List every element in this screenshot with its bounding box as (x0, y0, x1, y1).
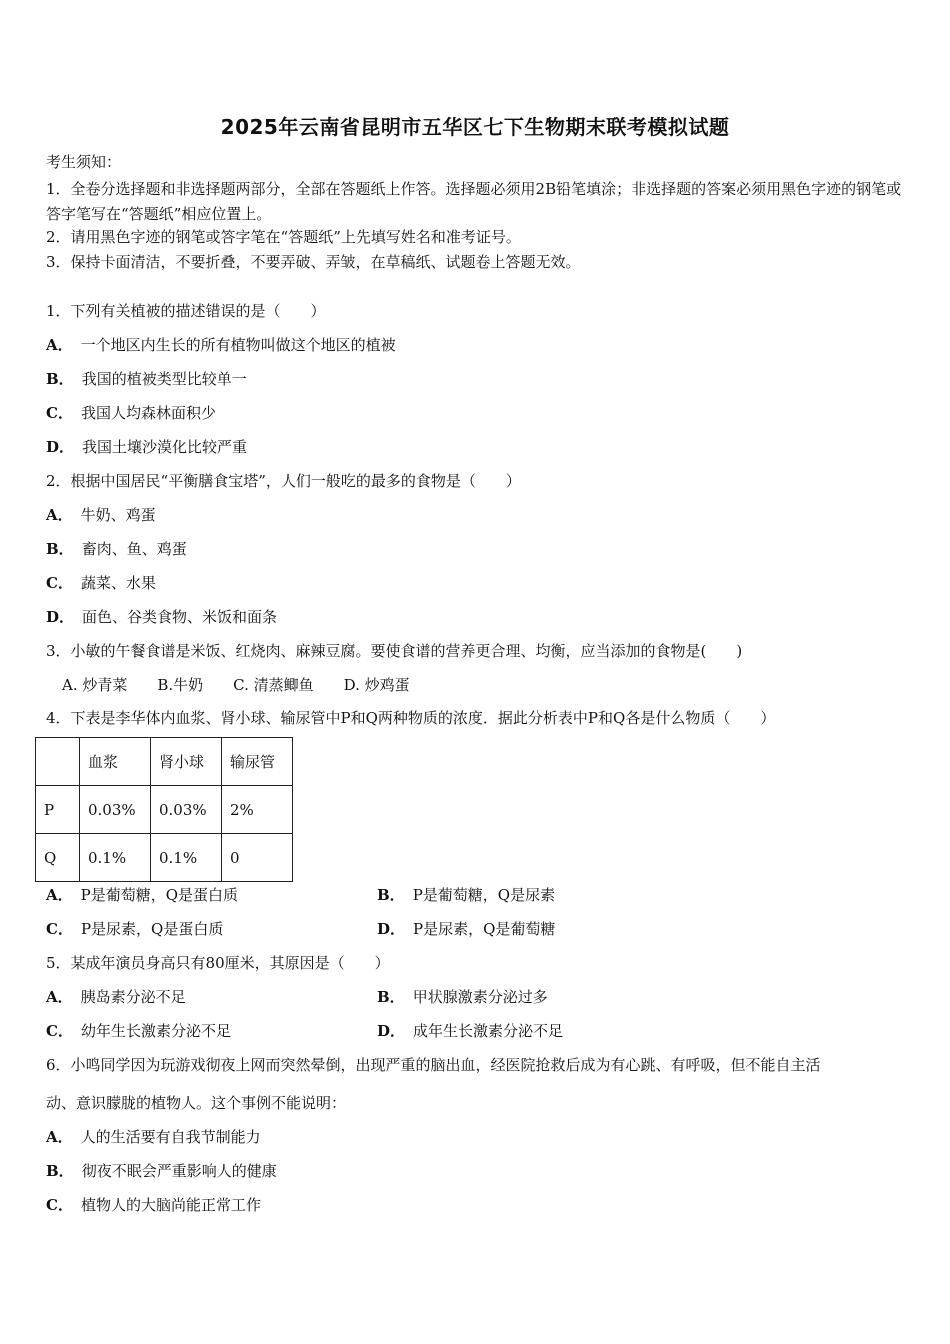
option-text: 我国人均森林面积少 (80, 404, 216, 422)
option-letter: A． (46, 336, 73, 354)
option-letter: B． (377, 886, 405, 904)
option-text: 牛奶、鸡蛋 (80, 506, 156, 524)
option-letter: C． (46, 1022, 73, 1040)
question-3-option-c: C. 清蒸鲫鱼 (233, 676, 314, 694)
option-text: 人的生活要有自我节制能力 (80, 1128, 261, 1146)
option-letter: D． (377, 920, 406, 938)
option-letter: C． (46, 404, 73, 422)
question-5-option-a (46, 987, 186, 1007)
question-6-stem-line-1: 6．小鸣同学因为玩游戏彻夜上网而突然晕倒，出现严重的脑出血，经医院抢救后成为有心跳、有呼吸，但不能自主活 (46, 1056, 821, 1074)
option-text: 彻夜不眠会严重影响人的健康 (81, 1162, 277, 1180)
option-letter: C． (46, 920, 73, 938)
option-text: 一个地区内生长的所有植物叫做这个地区的植被 (80, 336, 396, 354)
option-letter: A． (46, 506, 73, 524)
notice-item-3: 3．保持卡面清洁，不要折叠，不要弄破、弄皱，在草稿纸、试题卷上答题无效。 (46, 253, 581, 271)
option-letter: A． (46, 1128, 73, 1146)
option-text: P是葡萄糖，Q是蛋白质 (80, 886, 239, 904)
option-letter: D． (377, 1022, 406, 1040)
option-letter: B． (46, 1162, 74, 1180)
option-letter: D． (46, 608, 75, 626)
question-5-option-c (46, 1021, 231, 1041)
option-text: P是尿素，Q是蛋白质 (80, 920, 224, 938)
question-2-option-b (46, 539, 187, 559)
question-3-option-a: A. 炒青菜 (62, 676, 128, 694)
option-text: 畜肉、鱼、鸡蛋 (81, 540, 187, 558)
option-letter: B． (46, 370, 74, 388)
question-3-stem: 3．小敏的午餐食谱是米饭、红烧肉、麻辣豆腐。要使食谱的营养更合理、均衡，应当添加的食物是( ) (46, 642, 743, 660)
table-header-cell: 肾小球 (151, 738, 222, 786)
option-text: 胰岛素分泌不足 (80, 988, 186, 1006)
table-cell: 0.03% (80, 786, 151, 834)
option-letter: C． (46, 1196, 73, 1214)
option-letter: D． (46, 438, 75, 456)
question-6-option-c (46, 1195, 261, 1215)
table-cell: 2% (222, 786, 293, 834)
question-3-options (62, 675, 440, 695)
question-1-option-d (46, 437, 247, 457)
notice-item-2: 2．请用黑色字迹的钢笔或答字笔在“答题纸”上先填写姓名和准考证号。 (46, 228, 521, 246)
table-cell: 0 (222, 834, 293, 882)
table-cell: 0.03% (151, 786, 222, 834)
notice-item-1: 1．全卷分选择题和非选择题两部分，全部在答题纸上作答。选择题必须用2B铅笔填涂；非选择题的答案必须用黑色字迹的钢笔或答字笔写在“答题纸”相应位置上。 (46, 180, 902, 223)
option-letter: B． (377, 988, 405, 1006)
question-4-option-c (46, 919, 223, 939)
question-2-stem: 2．根据中国居民“平衡膳食宝塔”，人们一般吃的最多的食物是（ ） (46, 472, 521, 490)
question-3-option-b: B.牛奶 (157, 676, 204, 694)
question-1-option-c (46, 403, 216, 423)
option-text: 甲状腺激素分泌过多 (412, 988, 548, 1006)
option-text: P是尿素，Q是葡萄糖 (413, 920, 556, 938)
concentration-table (35, 737, 293, 882)
question-4-stem: 4．下表是李华体内血浆、肾小球、输尿管中P和Q两种物质的浓度．据此分析表中P和Q各是什么物质（ ） (46, 709, 776, 727)
option-text: P是葡萄糖，Q是尿素 (412, 886, 556, 904)
question-5-stem: 5．某成年演员身高只有80厘米，其原因是（ ） (46, 954, 390, 972)
question-6-option-b (46, 1161, 277, 1181)
table-cell: 0.1% (151, 834, 222, 882)
question-2-option-a (46, 505, 156, 525)
table-header-row (36, 738, 293, 786)
question-3-option-d: D. 炒鸡蛋 (343, 676, 410, 694)
question-1-stem: 1．下列有关植被的描述错误的是（ ） (46, 302, 326, 320)
table-header-cell: 输尿管 (222, 738, 293, 786)
table-cell: 0.1% (80, 834, 151, 882)
question-4-option-b (377, 885, 555, 905)
page-title: 2025年云南省昆明市五华区七下生物期末联考模拟试题 (220, 115, 730, 139)
question-1-option-a (46, 335, 396, 355)
question-4-option-a (46, 885, 238, 905)
option-text: 成年生长激素分泌不足 (413, 1022, 564, 1040)
option-letter: A． (46, 886, 73, 904)
option-letter: B． (46, 540, 74, 558)
option-letter: A． (46, 988, 73, 1006)
question-6-option-a (46, 1127, 261, 1147)
notice-heading: 考生须知： (46, 153, 122, 171)
question-5-option-d (377, 1021, 563, 1041)
table-header-cell (36, 738, 80, 786)
option-text: 植物人的大脑尚能正常工作 (80, 1196, 261, 1214)
question-2-option-d (46, 607, 277, 627)
table-row (36, 786, 293, 834)
option-text: 我国土壤沙漠化比较严重 (82, 438, 248, 456)
question-4-option-d (377, 919, 555, 939)
option-text: 蔬菜、水果 (80, 574, 156, 592)
question-1-option-b (46, 369, 247, 389)
option-letter: C． (46, 574, 73, 592)
option-text: 幼年生长激素分泌不足 (80, 1022, 231, 1040)
question-2-option-c (46, 573, 156, 593)
table-cell: P (36, 786, 80, 834)
table-cell: Q (36, 834, 80, 882)
question-6-stem-line-2: 动、意识朦胧的植物人。这个事例不能说明： (46, 1094, 347, 1112)
table-header-cell: 血浆 (80, 738, 151, 786)
question-5-option-b (377, 987, 548, 1007)
option-text: 我国的植被类型比较单一 (81, 370, 247, 388)
option-text: 面色、谷类食物、米饭和面条 (82, 608, 278, 626)
table-row (36, 834, 293, 882)
